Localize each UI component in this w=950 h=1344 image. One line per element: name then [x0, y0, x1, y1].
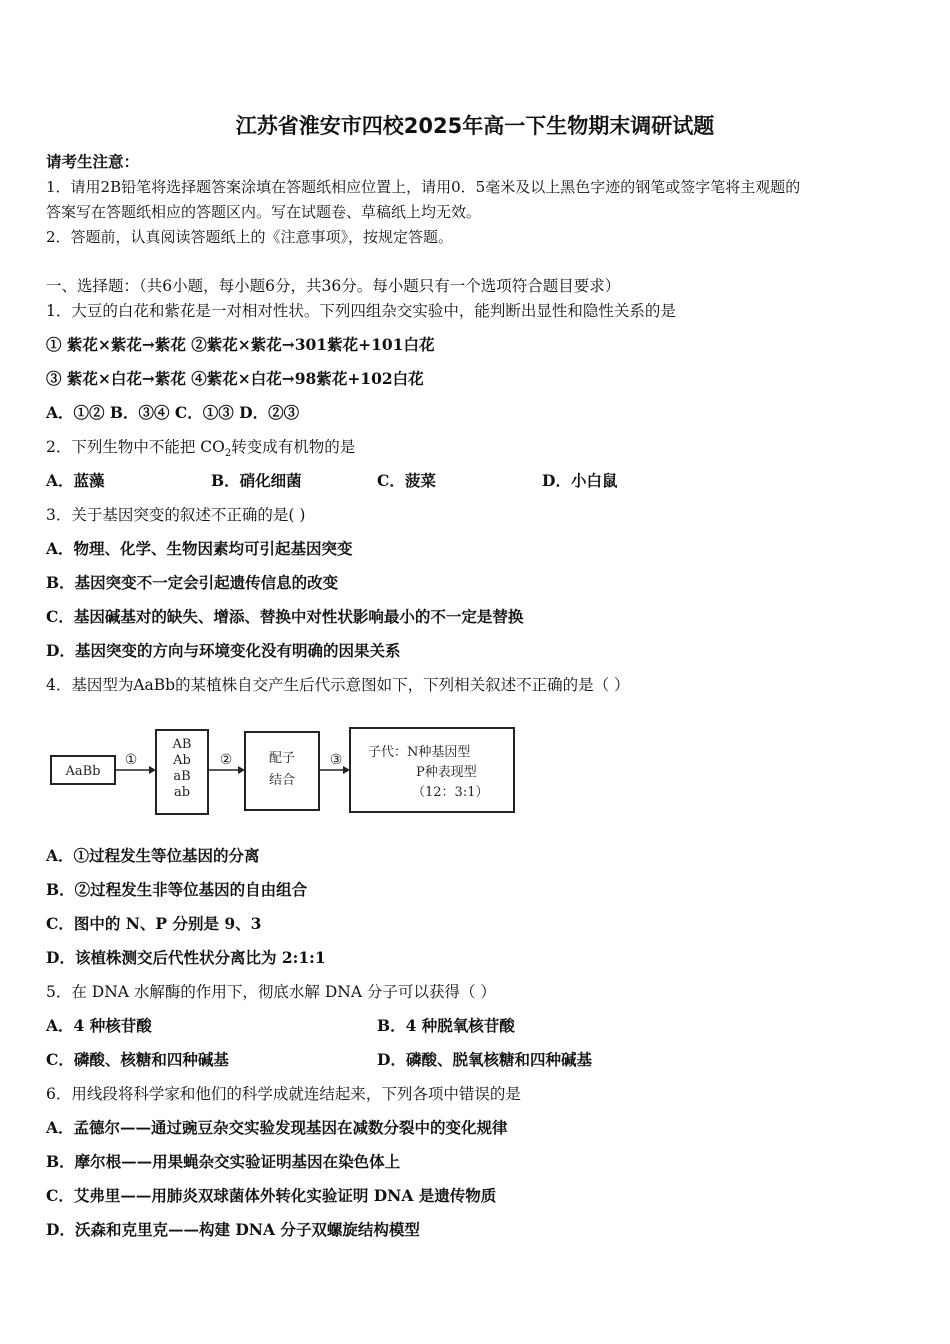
- q4-stem: 4．基因型为AaBb的某植株自交产生后代示意图如下，下列相关叙述不正确的是（ ）: [46, 676, 630, 694]
- gamete: ab: [173, 785, 191, 800]
- q5-stem: 5．在 DNA 水解酶的作用下，彻底水解 DNA 分子可以获得（ ）: [46, 983, 496, 1001]
- q6-option-d: D．沃森和克里克——构建 DNA 分子双螺旋结构模型: [46, 1220, 420, 1239]
- q1-options: A．①② B．③④ C．①③ D．②③: [46, 403, 300, 422]
- parent-genotype: AaBb: [65, 764, 101, 779]
- step-2-label: ②: [219, 752, 233, 768]
- q6-option-c: C．艾弗里——用肺炎双球菌体外转化实验证明 DNA 是遗传物质: [46, 1186, 497, 1205]
- arrow-3-head: [343, 766, 350, 774]
- q1-cross-line-2: ③ 紫花×白花→紫花 ④紫花×白花→98紫花+102白花: [46, 369, 424, 388]
- combination-label-1: 配子: [268, 751, 296, 766]
- gamete: AB: [172, 737, 192, 752]
- q5-option-c: C．磷酸、核糖和四种碱基: [46, 1050, 229, 1069]
- page-title: 江苏省淮安市四校2025年高一下生物期末调研试题: [235, 114, 715, 138]
- notice-line-1a: 1．请用2B铅笔将选择题答案涂填在答题纸相应位置上，请用0．5毫米及以上黑色字迹的钢笔或签字笔将主观题的: [46, 178, 801, 196]
- step-3-label: ③: [329, 752, 343, 768]
- q1-cross-line-1: ① 紫花×紫花→紫花 ②紫花×紫花→301紫花+101白花: [46, 335, 435, 354]
- offspring-line-1: 子代：N种基因型: [368, 745, 471, 760]
- q2-option-b: B．硝化细菌: [211, 471, 302, 490]
- q5-option-b: B．4 种脱氧核苷酸: [377, 1016, 515, 1035]
- q2-option-d: D．小白鼠: [542, 471, 618, 490]
- offspring-line-2: P种表现型: [416, 765, 477, 780]
- q5-option-a: A．4 种核苷酸: [46, 1016, 152, 1035]
- gamete: aB: [173, 769, 191, 784]
- step-1-label: ①: [124, 752, 138, 768]
- q4-option-c: C．图中的 N、P 分别是 9、3: [46, 914, 262, 933]
- notice-line-2: 2．答题前，认真阅读答题纸上的《注意事项》，按规定答题。: [46, 228, 454, 246]
- q3-option-d: D．基因突变的方向与环境变化没有明确的因果关系: [46, 641, 401, 660]
- q3-option-a: A．物理、化学、生物因素均可引起基因突变: [46, 539, 353, 558]
- q2-stem: 2．下列生物中不能把 $CO_2$转变成有机物的是: [46, 438, 356, 460]
- section-heading: 一、选择题：（共6小题，每小题6分，共36分。每小题只有一个选项符合题目要求）: [46, 277, 621, 295]
- q2-option-a: A．蓝藻: [46, 471, 105, 490]
- combination-box: [245, 732, 319, 810]
- q4-option-d: D．该植株测交后代性状分离比为 2:1:1: [46, 948, 326, 967]
- q6-stem: 6．用线段将科学家和他们的科学成就连结起来，下列各项中错误的是: [46, 1085, 521, 1103]
- q4-flow-diagram: [46, 722, 526, 822]
- q1-stem: 1．大豆的白花和紫花是一对相对性状。下列四组杂交实验中，能判断出显性和隐性关系的是: [46, 302, 676, 320]
- q4-option-a: A．①过程发生等位基因的分离: [46, 846, 260, 865]
- notice-heading: 请考生注意：: [46, 152, 140, 171]
- q3-stem: 3．关于基因突变的叙述不正确的是( ): [46, 506, 306, 524]
- arrow-2-head: [238, 766, 245, 774]
- notice-line-1b: 答案写在答题纸相应的答题区内。写在试题卷、草稿纸上均无效。: [46, 203, 482, 221]
- q3-option-b: B．基因突变不一定会引起遗传信息的改变: [46, 573, 339, 592]
- combination-label-2: 结合: [268, 773, 296, 788]
- arrow-1-head: [149, 766, 156, 774]
- gamete: Ab: [173, 753, 191, 768]
- q6-option-b: B．摩尔根——用果蝇杂交实验证明基因在染色体上: [46, 1152, 401, 1171]
- q4-option-b: B．②过程发生非等位基因的自由组合: [46, 880, 308, 899]
- offspring-line-3: （12：3:1）: [412, 785, 489, 800]
- q3-option-c: C．基因碱基对的缺失、增添、替换中对性状影响最小的不一定是替换: [46, 607, 524, 626]
- q6-option-a: A．孟德尔——通过豌豆杂交实验发现基因在减数分裂中的变化规律: [46, 1118, 508, 1137]
- q5-option-d: D．磷酸、脱氧核糖和四种碱基: [377, 1050, 592, 1069]
- q2-option-c: C．菠菜: [377, 471, 436, 490]
